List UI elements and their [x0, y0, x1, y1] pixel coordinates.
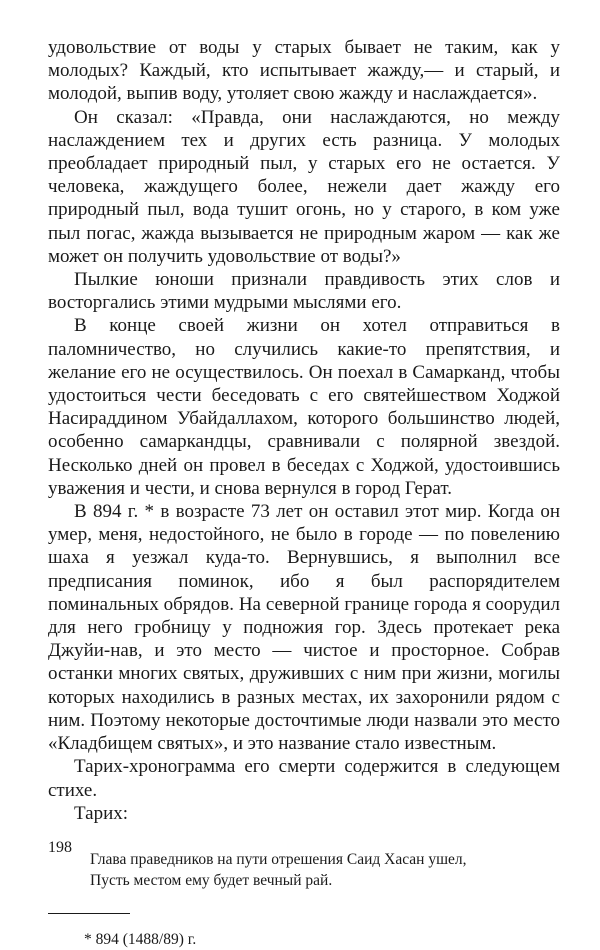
verse-block: [90, 849, 560, 891]
footnote-divider: [48, 913, 130, 914]
paragraph-7: Тарих:: [74, 802, 129, 824]
footnote: * 894 (1488/89) г.: [84, 930, 197, 948]
page-number: 198: [48, 839, 72, 856]
paragraph-1: удовольствие от воды у старых бывает не таким, как у молодых? Каждый, кто испытывает жажду,— и старый, и молодой, выпив воду, утоляет свою жажду и наслаждается».: [48, 37, 560, 105]
verse-line-2: Пусть местом ему будет вечный рай.: [90, 871, 333, 889]
paragraph-4: В конце своей жизни он хотел отправиться в паломничество, но случились какие-то препятствия, и желание его не осуществилось. Он поехал в Самарканд, чтобы удостоиться чести беседовать с его святейшеством Ходжой Насираддином Убайдаллахом, которого большинство людей, особенно самаркандцы, сравнивали с полярной звездой. Несколько дней он провел в беседах с Ходжой, удостоившись уважения и чести, и снова вернулся в город Герат.: [48, 315, 560, 499]
page-body: [48, 36, 560, 950]
paragraph-5: В 894 г. * в возрасте 73 лет он оставил этот мир. Когда он умер, меня, недостойного, не было в городе — по повелению шаха я уезжал куда-то. Вернувшись, я выполнил все предписания поминок, ибо я был распорядителем поминальных обрядов. На северной границе города я соорудил для него гробницу у подножия гор. Здесь протекает река Джуйи-нав, и это место — чистое и просторное. Собрав останки многих святых, друживших с ним при жизни, могилы которых находились в разных местах, их захоронили рядом с ним. Поэтому некоторые досточтимые люди назвали это место «Кладбищем святых», и это название стало известным.: [48, 501, 560, 755]
paragraph-2: Он сказал: «Правда, они наслаждаются, но между наслаждением тех и других есть разница. У молодых преобладает природный пыл, у старых его не остается. У человека, жаждущего более, нежели дает жажду его природный пыл, вода тушит огонь, но у старого, в ком уже пыл погас, жажда вызывается не природным жаром — как же может он получить удовольствие от воды?»: [48, 106, 560, 267]
verse-line-1: Глава праведников на пути отрешения Саид Хасан ушел,: [90, 850, 467, 868]
paragraph-3: Пылкие юноши признали правдивость этих слов и восторгались этими мудрыми мыслями его.: [48, 269, 560, 314]
paragraph-6: Тарих-хронограмма его смерти содержится в следующем стихе.: [48, 756, 560, 801]
